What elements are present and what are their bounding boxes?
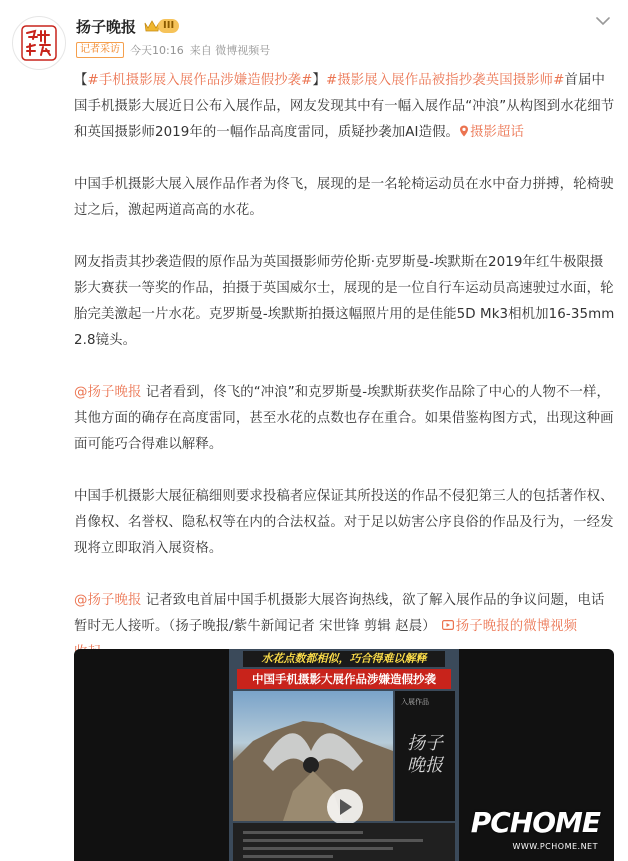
- paragraph-5: 中国手机摄影大展征稿细则要求投稿者应保证其所投送的作品不侵犯第三人的包括著作权、肖像权、名誉权、隐私权等在内的合法权益。对于足以妨害公序良俗的作品及行为，一经发现将立即取消入展资格。: [74, 489, 614, 556]
- reporter-tag[interactable]: 记者采访: [76, 42, 124, 58]
- hashtag-2[interactable]: #摄影展入展作品被指抄袭英国摄影师#: [326, 73, 565, 88]
- chevron-down-icon[interactable]: [596, 16, 610, 26]
- paragraph-2: 中国手机摄影大展入展作品作者为佟飞，展现的是一名轮椅运动员在水中奋力拼搏，轮椅驶过之后，激起两道高高的水花。: [74, 177, 614, 218]
- paragraph-1: [74, 68, 616, 146]
- exhibit-label: 入展作品: [401, 698, 429, 706]
- paragraph-6-text: 记者致电首届中国手机摄影大展咨询热线，欲了解入展作品的争议问题，电话暂时无人接听。（扬子晚报/紫牛新闻记者 宋世锋 剪辑 赵晨）: [74, 593, 605, 634]
- vip-badge[interactable]: [144, 18, 179, 34]
- video-player[interactable]: [74, 649, 614, 861]
- watermark-logo: PCHOME: [470, 806, 600, 839]
- avatar[interactable]: [12, 16, 66, 70]
- calligraphy-logo: 扬子晚报: [407, 733, 443, 776]
- super-topic-label: 摄影超话: [470, 125, 525, 140]
- seal-logo-icon: [21, 25, 57, 61]
- watermark-url: WWW.PCHOME.NET: [512, 842, 598, 851]
- bracket-close: 】: [312, 73, 326, 88]
- bracket-open: 【: [74, 73, 88, 88]
- paragraph-4: [74, 380, 616, 458]
- video-link[interactable]: [436, 619, 577, 634]
- play-button[interactable]: [327, 789, 363, 825]
- video-caption-top: 水花点数都相似，巧合得难以解释: [243, 651, 445, 667]
- vip-level: III: [158, 19, 179, 33]
- video-icon: [442, 620, 454, 630]
- mention-link-2[interactable]: @扬子晚报: [74, 593, 142, 608]
- paragraph-4-text: 记者看到，佟飞的“冲浪”和克罗斯曼-埃默斯获奖作品除了中心的人物不一样，其他方面的确存在高度雷同，甚至水花的点数也存在重合。如果借鉴构图方式，出现这种画面可能巧合得难以解释。: [74, 385, 614, 452]
- location-pin-icon: [459, 125, 469, 137]
- exhibit-panel: [395, 691, 455, 821]
- author-name[interactable]: 扬子晚报: [76, 17, 137, 36]
- paragraph-1-text: 首届中国手机摄影大展近日公布入展作品，网友发现其中有一幅入展作品“冲浪”从构图到水花细节和英国摄影师2019年的一幅作品高度雷同，质疑抄袭加AI造假。: [74, 73, 615, 140]
- wheelchair-photo: [233, 691, 393, 821]
- post-source[interactable]: 来自 微博视频号: [189, 44, 271, 57]
- document-preview: [233, 823, 455, 861]
- video-frame: [229, 649, 459, 861]
- mention-link[interactable]: @扬子晚报: [74, 385, 142, 400]
- video-link-label: 扬子晚报的微博视频: [455, 619, 578, 634]
- post-content: [74, 68, 616, 692]
- video-caption-title: 中国手机摄影大展作品涉嫌造假抄袭: [237, 669, 451, 689]
- paragraph-3: 网友指责其抄袭造假的原作品为英国摄影师劳伦斯·克罗斯曼-埃默斯在2019年红牛极限摄影大赛获一等奖的作品，拍摄于英国威尔士，展现的是一位自行车运动员高速驶过水面，轮胎完美激起一片水花。克罗斯曼-埃默斯拍摄这幅照片用的是佳能5D Mk3相机加16-35mm 2.8镜头。: [74, 255, 615, 348]
- hashtag-1[interactable]: #手机摄影展入展作品涉嫌造假抄袭#: [87, 73, 313, 88]
- play-icon: [339, 798, 353, 816]
- super-topic-link[interactable]: [459, 125, 524, 140]
- post-time[interactable]: 今天10:16: [130, 44, 184, 57]
- photo-illustration: [233, 691, 393, 821]
- post-header: [76, 14, 608, 64]
